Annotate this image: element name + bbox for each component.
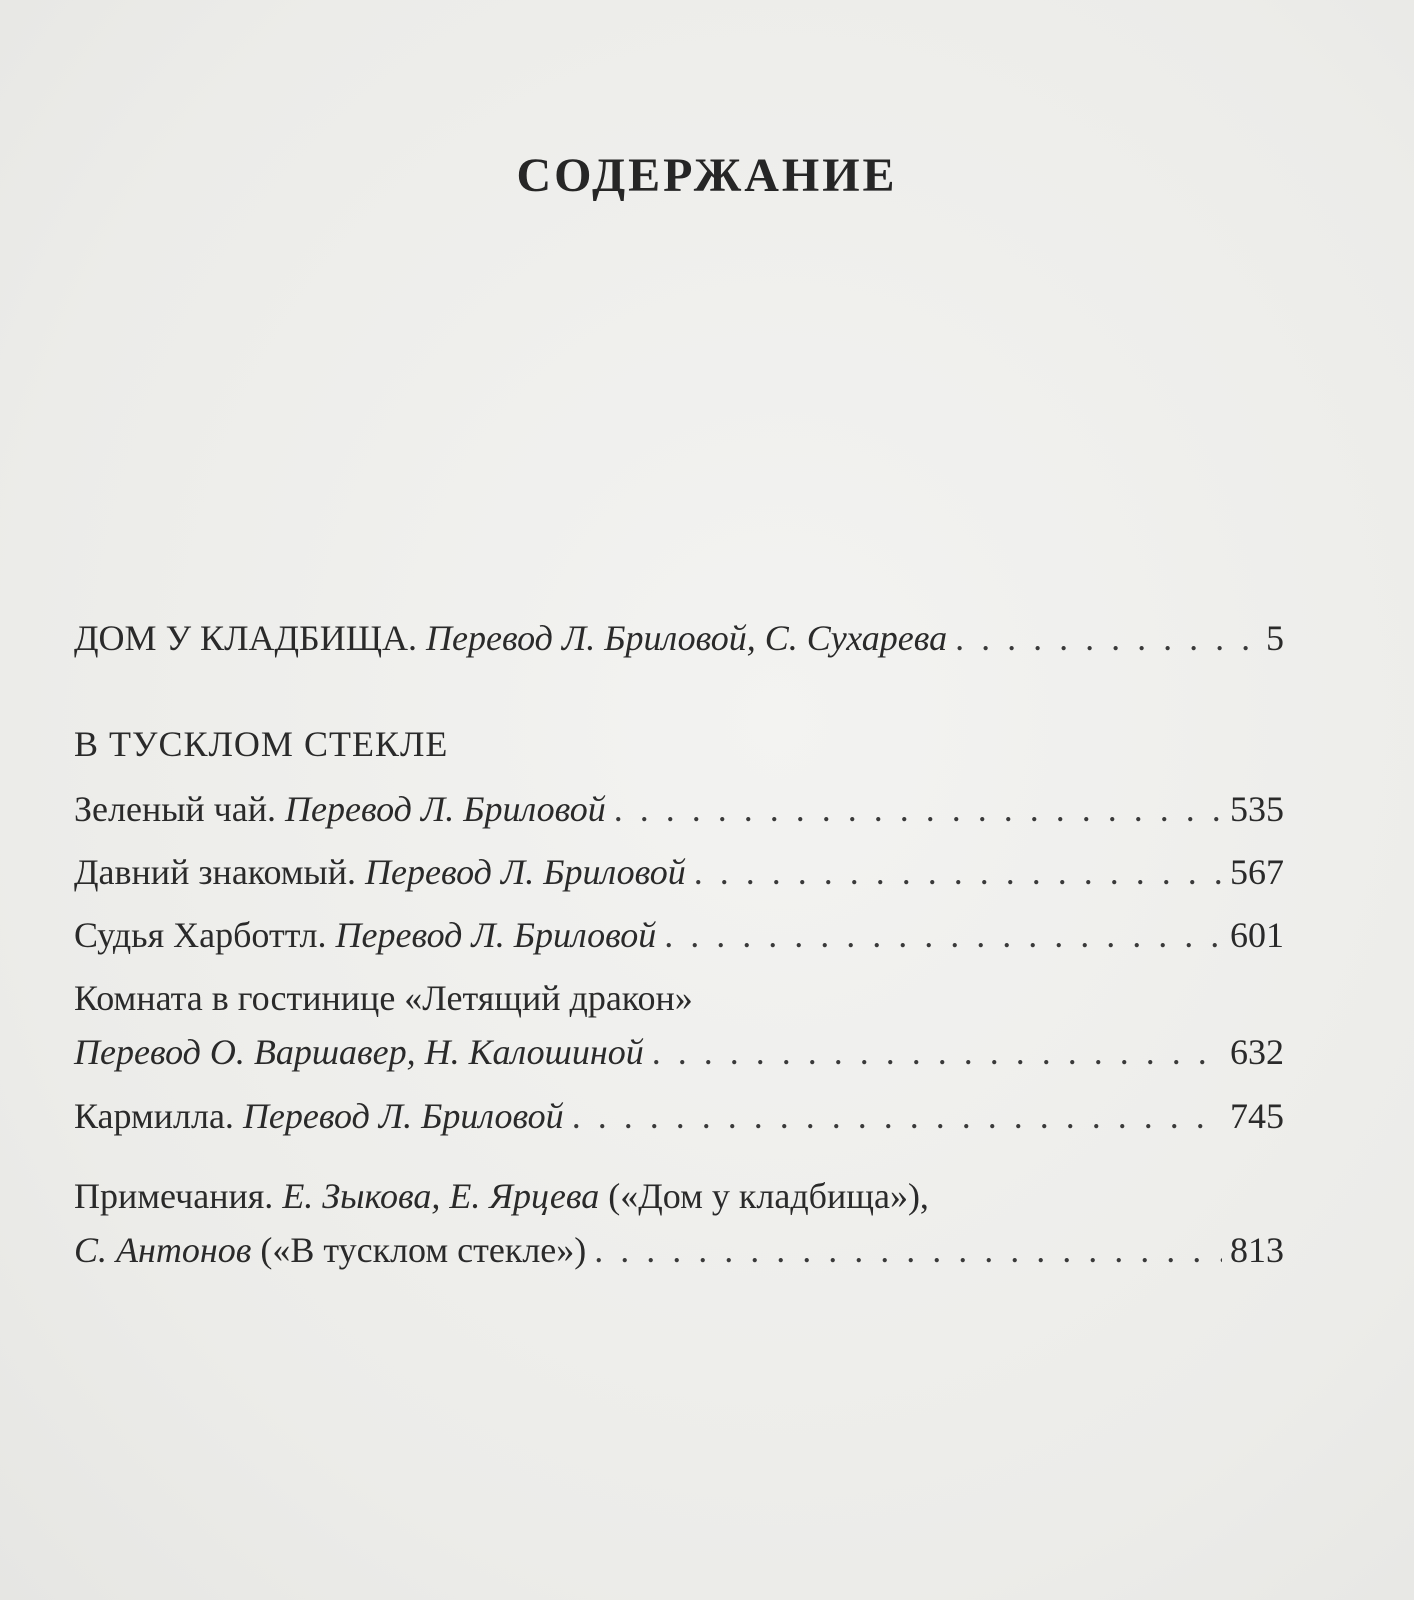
- toc-entry-text: [74, 913, 656, 957]
- toc-entry-credit: Перевод Л. Бриловой: [242, 1096, 564, 1136]
- toc-entry-text: [74, 787, 606, 831]
- toc-entry-title: Зеленый чай.: [74, 789, 277, 829]
- toc-entry-title: ДОМ У КЛАДБИЩА.: [74, 618, 418, 658]
- toc-entry-credit: Перевод Л. Бриловой: [365, 852, 686, 892]
- toc-page-number: 5: [1266, 618, 1284, 658]
- toc-entry-title: Судья Харботтл.: [74, 915, 327, 955]
- toc-entry-title: Давний знакомый.: [74, 852, 357, 892]
- toc-entry-credit: Перевод О. Варшавер, Н. Калошиной: [74, 1032, 644, 1072]
- toc-entry-title: Кармилла.: [74, 1096, 234, 1136]
- toc-page-number: 745: [1230, 1096, 1284, 1136]
- toc-leader-dots: [664, 913, 1222, 957]
- toc-leader-dots: [594, 1228, 1222, 1272]
- toc-entry-dom[interactable]: [74, 616, 1284, 660]
- toc-page-number: 535: [1230, 789, 1284, 829]
- toc-page-number: 632: [1230, 1032, 1284, 1072]
- toc-entry-text: [74, 1094, 564, 1138]
- toc-entry-credit: Перевод Л. Бриловой: [285, 789, 606, 829]
- toc-entry-notes-first-line[interactable]: [74, 1174, 929, 1218]
- toc-entry-room[interactable]: [74, 1030, 1284, 1074]
- toc-entry-judge[interactable]: [74, 913, 1284, 957]
- toc-entry-credit: Перевод Л. Бриловой, С. Сухарева: [426, 618, 948, 658]
- toc-entry-familiar[interactable]: [74, 850, 1284, 894]
- toc-leader-dots: [614, 787, 1222, 831]
- toc-entry-note: («В тусклом стекле»): [260, 1230, 587, 1270]
- toc-entry-tea[interactable]: [74, 787, 1284, 831]
- toc-leader-dots: [652, 1030, 1222, 1074]
- toc-page-number: 813: [1230, 1230, 1284, 1270]
- toc-entry-credit: С. Антонов: [74, 1230, 252, 1270]
- toc-entry-room-title[interactable]: Комната в гостинице «Летящий дракон»: [74, 978, 693, 1018]
- toc-leader-dots: [572, 1094, 1222, 1138]
- toc-entry-credit: Перевод Л. Бриловой: [335, 915, 657, 955]
- toc-entry-text: [74, 1228, 586, 1272]
- toc-entry-notes[interactable]: [74, 1228, 1284, 1272]
- toc-page-number: 567: [1230, 852, 1284, 892]
- toc-entry-text: [74, 850, 686, 894]
- toc-entry-text: [74, 616, 947, 660]
- toc-page-number: 601: [1230, 915, 1284, 955]
- toc-entry-title: Примечания.: [74, 1176, 274, 1216]
- toc-entry-credit: Е. Зыкова, Е. Ярцева: [282, 1176, 600, 1216]
- toc-leader-dots: [694, 850, 1222, 894]
- page-title: СОДЕРЖАНИЕ: [516, 149, 898, 202]
- toc-leader-dots: [955, 616, 1258, 660]
- toc-section-title: В ТУСКЛОМ СТЕКЛЕ: [74, 724, 449, 764]
- toc-entry-note: («Дом у кладбища»),: [608, 1176, 929, 1216]
- toc-entry-carmilla[interactable]: [74, 1094, 1284, 1138]
